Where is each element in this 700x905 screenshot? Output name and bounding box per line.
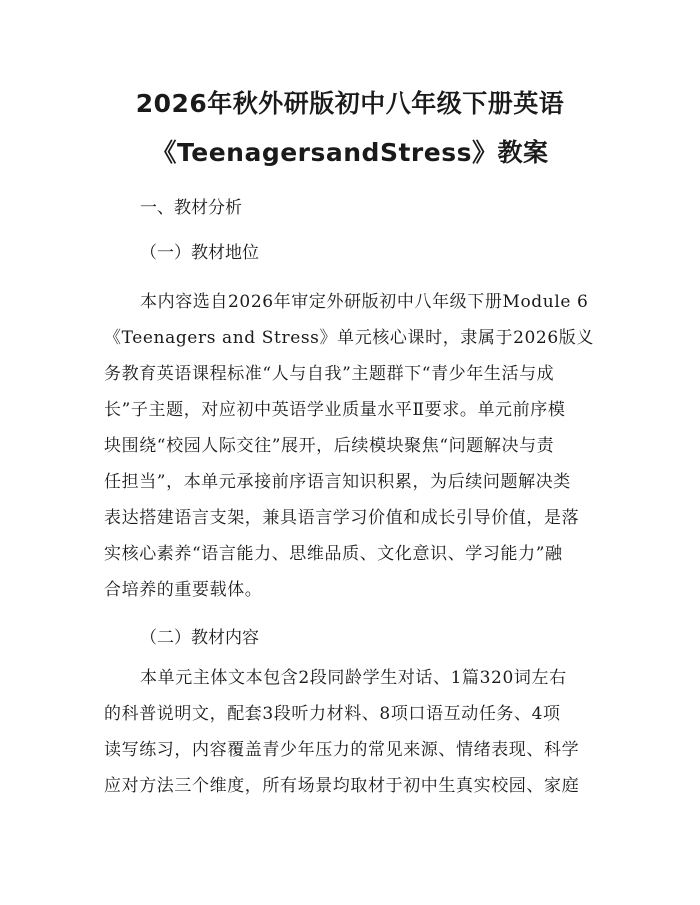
paragraph-line: 本单元主体文本包含2段同龄学生对话、1篇320词左右	[140, 668, 567, 688]
paragraph-line: 本内容选自2026年审定外研版初中八年级下册Module 6	[140, 292, 589, 312]
subsection-heading-content: （二）教材内容	[140, 628, 259, 648]
section-heading-analysis: 一、教材分析	[140, 198, 242, 218]
paragraph-line: 表达搭建语言支架，兼具语言学习价值和成长引导价值，是落	[104, 508, 580, 528]
paragraph-line: 合培养的重要载体。	[104, 580, 263, 600]
paragraph-line: 读写练习，内容覆盖青少年压力的常见来源、情绪表现、科学	[104, 740, 580, 760]
document-title-line-2: 《TeenagersandStress》教案	[151, 138, 549, 167]
paragraph-line: 块围绕“校园人际交往”展开，后续模块聚焦“问题解决与责	[104, 436, 555, 456]
paragraph-line: 任担当”，本单元承接前序语言知识积累，为后续问题解决类	[104, 472, 571, 492]
paragraph-line: 务教育英语课程标准“人与自我”主题群下“青少年生活与成	[104, 364, 555, 384]
paragraph-line: 《Teenagers and Stress》单元核心课时，隶属于2026版义	[104, 328, 594, 348]
paragraph-line: 长”子主题，对应初中英语学业质量水平Ⅱ要求。单元前序模	[104, 400, 566, 420]
subsection-heading-position: （一）教材地位	[140, 243, 259, 263]
paragraph-line: 的科普说明文，配套3段听力材料、8项口语互动任务、4项	[104, 704, 561, 724]
paragraph-line: 应对方法三个维度，所有场景均取材于初中生真实校园、家庭	[104, 776, 580, 796]
paragraph-line: 实核心素养“语言能力、思维品质、文化意识、学习能力”融	[104, 544, 563, 564]
document-title-line-1: 2026年秋外研版初中八年级下册英语	[135, 89, 565, 118]
